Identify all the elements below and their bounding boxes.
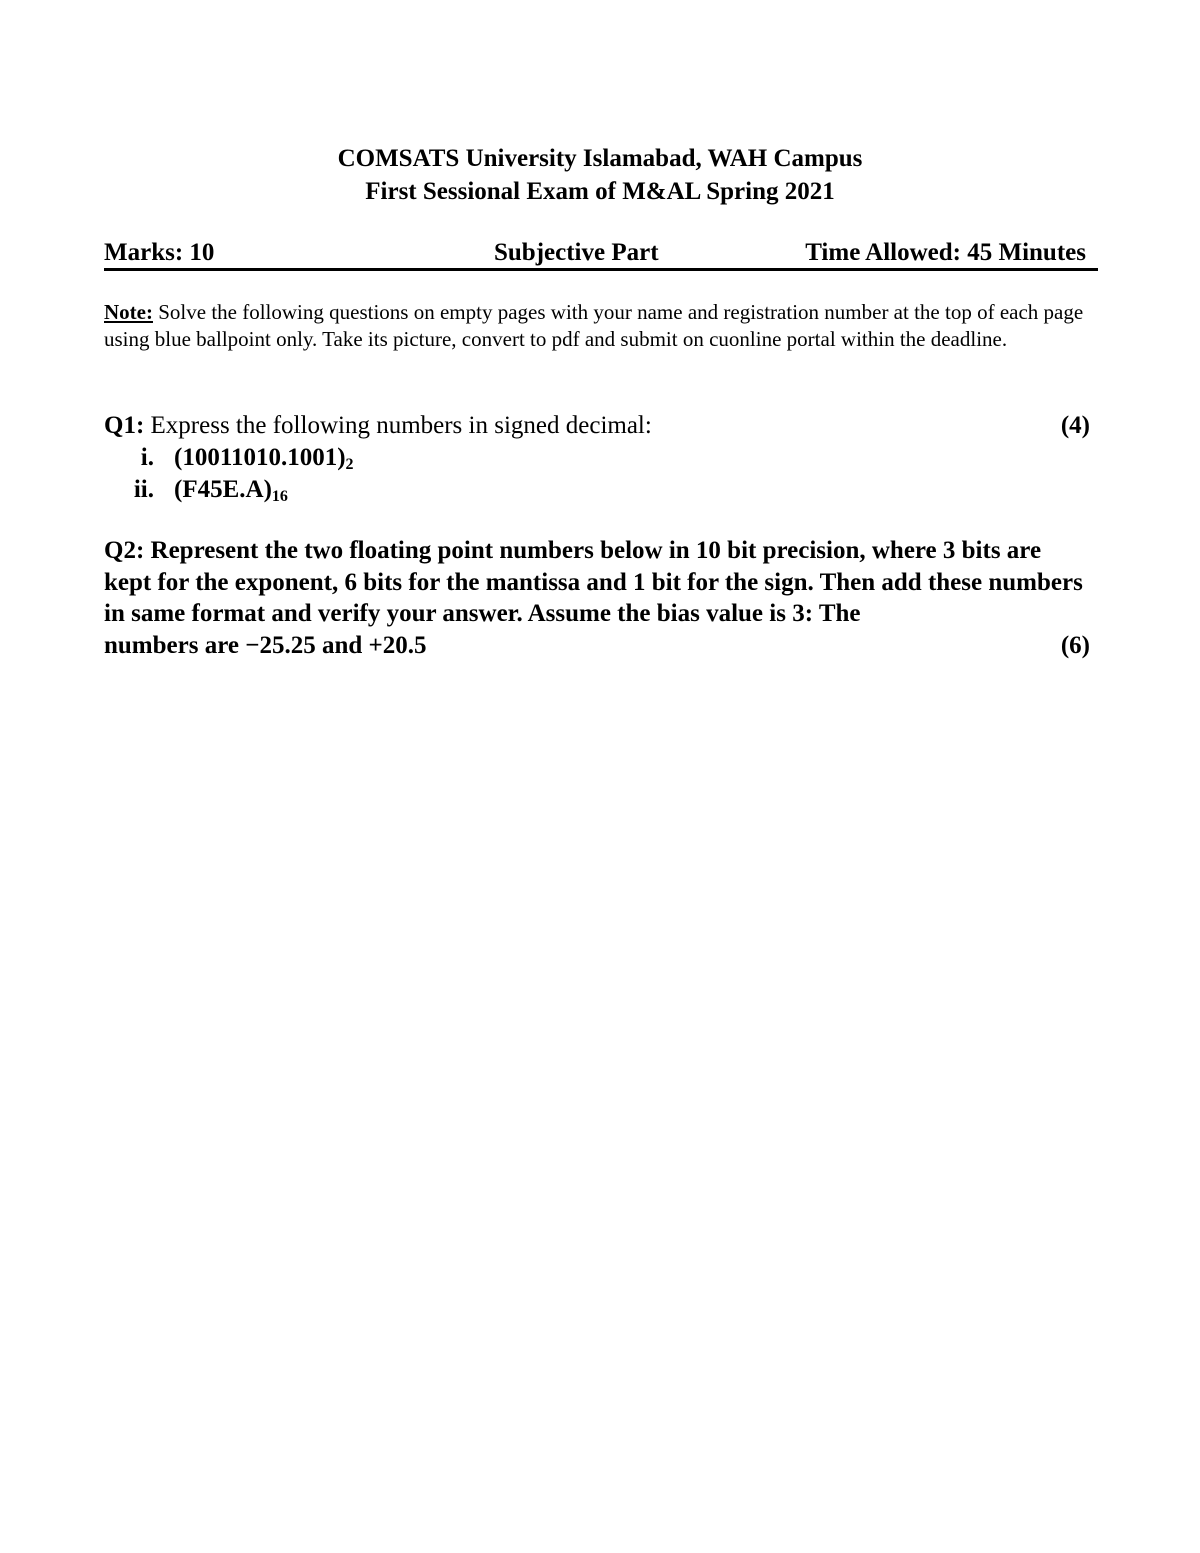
question-2-prompt (104, 535, 1094, 630)
note-text: Solve the following questions on empty pages with your name and registration number at the top of each page using blue ballpoint only. Take its picture, convert to pdf and submit on cuonline portal within the deadline. (104, 300, 1084, 351)
exam-part: Subjective Part (494, 239, 659, 266)
number-value-1: −25.25 (245, 631, 316, 659)
question-2-label: Q2: (104, 537, 145, 564)
question-2-last-prefix: numbers are (104, 631, 246, 659)
question-1 (104, 410, 1094, 506)
question-2-marks: (6) (1060, 631, 1090, 659)
number-value-2: +20.5 (368, 631, 427, 659)
exam-meta-row (104, 238, 1098, 268)
question-2 (104, 535, 1094, 661)
question-1-prompt (104, 410, 1094, 442)
header-divider (104, 268, 1098, 271)
time-allowed: Time Allowed: 45 Minutes (805, 239, 1086, 266)
question-1-marks: (4) (1060, 412, 1090, 439)
question-2-numbers-line (104, 630, 1094, 662)
exam-title: First Sessional Exam of M&AL Spring 2021 (365, 178, 835, 205)
question-1-item (104, 442, 1094, 474)
question-1-text: Express the following numbers in signed decimal: (144, 412, 652, 439)
item-value: $(F45E.A)_{16}$ (174, 475, 288, 505)
university-title: COMSATS University Islamabad, WAH Campus (337, 145, 863, 172)
question-2-and: and (315, 631, 369, 659)
exam-header (0, 142, 1200, 208)
question-1-item (104, 474, 1094, 506)
question-2-text: Represent the two floating point numbers below in 10 bit precision, where 3 bits are kept for the exponent, 6 bits for the mantissa and 1 bit for the sign. Then add these numbers in same format and verify your answer. Assume the bias value is 3: The (104, 537, 1083, 627)
question-1-label: Q1: (104, 412, 145, 439)
item-number: ii. (133, 475, 154, 503)
item-value: $(10011010.1001)_2$ (174, 443, 354, 473)
total-marks: Marks: 10 (104, 239, 215, 266)
note-label: Note: (104, 300, 153, 324)
instructions-note (104, 299, 1094, 353)
item-number: i. (140, 443, 154, 471)
